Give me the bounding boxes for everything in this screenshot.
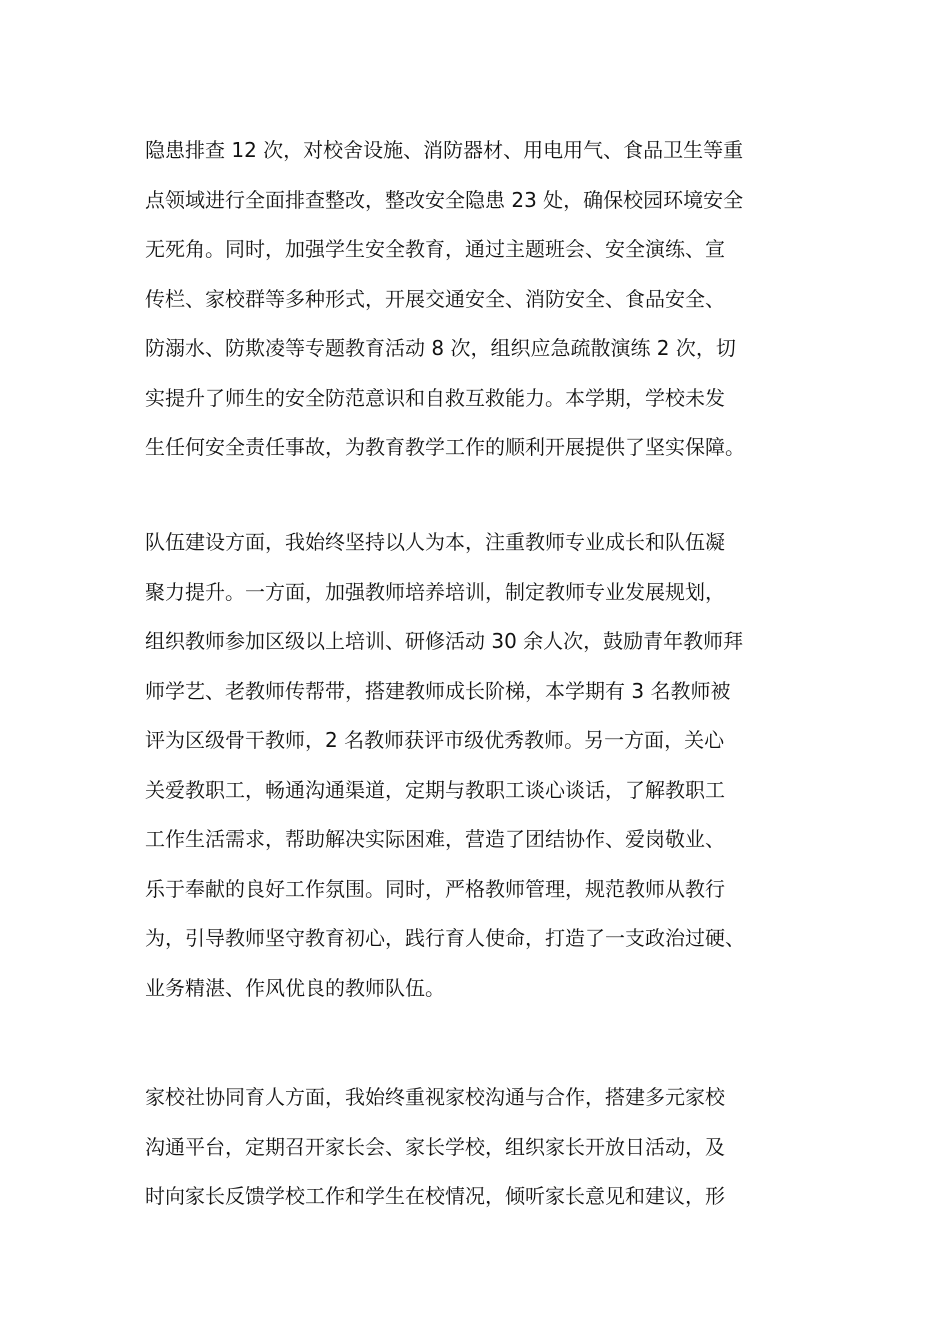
text-line: 聚力提升。一方面，加强教师培养培训，制定教师专业发展规划，: [145, 579, 725, 604]
text-line: 无死角。同时，加强学生安全教育，通过主题班会、安全演练、宣: [145, 237, 725, 261]
text-line: 家校社协同育人方面，我始终重视家校沟通与合作，搭建多元家校: [145, 1085, 725, 1109]
paragraph-safety: [145, 126, 745, 473]
text-line: 队伍建设方面，我始终坚持以人为本，注重教师专业成长和队伍凝: [145, 530, 725, 554]
text-line: 实提升了师生的安全防范意识和自救互救能力。本学期，学校未发: [145, 385, 725, 410]
text-line: 组织教师参加区级以上培训、研修活动 30 余人次，鼓励青年教师拜: [145, 629, 744, 653]
text-line: 隐患排查 12 次，对校舍设施、消防器材、用电用气、食品卫生等重: [145, 138, 744, 162]
text-line: 关爱教职工，畅通沟通渠道，定期与教职工谈心谈话，了解教职工: [145, 777, 725, 802]
text-line: 生任何安全责任事故，为教育教学工作的顺利开展提供了坚实保障。: [145, 435, 745, 459]
text-line: 沟通平台，定期召开家长会、家长学校，组织家长开放日活动，及: [145, 1134, 725, 1159]
text-line: 防溺水、防欺凌等专题教育活动 8 次，组织应急疏散演练 2 次，切: [145, 336, 736, 360]
paragraph-team-building: [145, 518, 745, 1013]
text-line: 传栏、家校群等多种形式，开展交通安全、消防安全、食品安全、: [145, 286, 725, 311]
text-line: 时向家长反馈学校工作和学生在校情况，倾听家长意见和建议，形: [145, 1184, 725, 1208]
text-line: 乐于奉献的良好工作氛围。同时，严格教师管理，规范教师从教行: [145, 876, 725, 901]
text-line: 评为区级骨干教师，2 名教师获评市级优秀教师。另一方面，关心: [145, 728, 725, 752]
paragraph-home-school: [145, 1073, 725, 1222]
text-line: 工作生活需求，帮助解决实际困难，营造了团结协作、爱岗敬业、: [145, 827, 725, 851]
text-line: 师学艺、老教师传帮带，搭建教师成长阶梯，本学期有 3 名教师被: [145, 678, 731, 703]
text-line: 为，引导教师坚守教育初心，践行育人使命，打造了一支政治过硬、: [145, 926, 745, 950]
text-line: 点领域进行全面排查整改，整改安全隐患 23 处，确保校园环境安全: [145, 187, 744, 212]
text-line: 业务精湛、作风优良的教师队伍。: [145, 975, 445, 1000]
